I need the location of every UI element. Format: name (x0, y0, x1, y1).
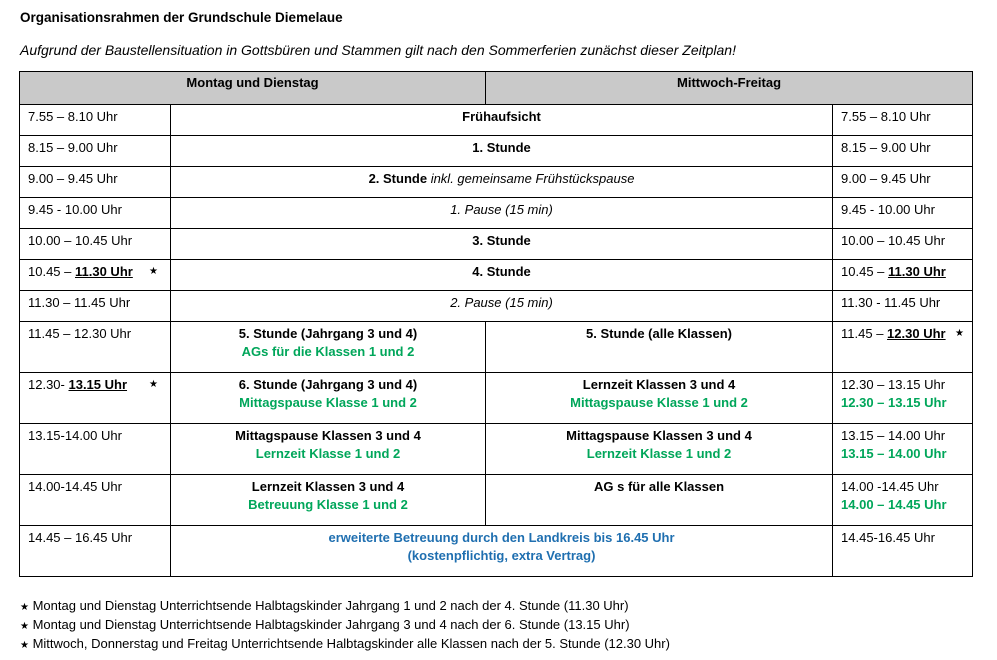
schedule-table (19, 71, 973, 577)
star-icon: ★ (20, 602, 29, 613)
time-left: 10.00 – 10.45 Uhr (20, 229, 171, 260)
time-left (20, 373, 171, 424)
time-text-green: 12.30 – 13.15 Uhr (841, 395, 947, 410)
footnote-3 (20, 636, 670, 651)
wednesday-slot (486, 424, 833, 475)
time-underlined: 11.30 Uhr (75, 264, 133, 279)
time-text: 11.45 – (841, 326, 888, 341)
time-text-green: 14.00 – 14.45 Uhr (841, 497, 947, 512)
table-row (20, 260, 973, 291)
time-right: 9.45 - 10.00 Uhr (833, 198, 973, 229)
slot-cell: 1. Pause (15 min) (171, 198, 833, 229)
slot-line: 5. Stunde (alle Klassen) (586, 326, 732, 341)
time-left (20, 260, 171, 291)
header-mittwoch-freitag: Mittwoch-Freitag (486, 72, 973, 105)
slot-cell: 4. Stunde (171, 260, 833, 291)
slot-line-blue: erweiterte Betreuung durch den Landkreis bis 16.45 Uhr (328, 530, 675, 545)
time-left: 7.55 – 8.10 Uhr (20, 105, 171, 136)
table-row (20, 167, 973, 198)
slot-line: 6. Stunde (Jahrgang 3 und 4) (238, 377, 418, 392)
slot-cell (171, 167, 833, 198)
table-row (20, 136, 973, 167)
time-right: 11.30 - 11.45 Uhr (833, 291, 973, 322)
time-left: 11.30 – 11.45 Uhr (20, 291, 171, 322)
page-title: Organisationsrahmen der Grundschule Diemelaue (20, 10, 343, 25)
time-text: 14.00 -14.45 Uhr (841, 479, 939, 494)
time-underlined: 12.30 Uhr (887, 326, 946, 341)
slot-cell: 2. Pause (15 min) (171, 291, 833, 322)
time-right (833, 475, 973, 526)
slot-italic: inkl. gemeinsame Frühstückspause (427, 171, 635, 186)
star-icon: ★ (149, 379, 158, 390)
slot-line: Mittagspause Klassen 3 und 4 (566, 428, 752, 443)
slot-line: 5. Stunde (Jahrgang 3 und 4) (238, 326, 418, 341)
table-row (20, 322, 973, 373)
footnote-1 (20, 598, 629, 613)
time-right: 8.15 – 9.00 Uhr (833, 136, 973, 167)
footnote-text: Mittwoch, Donnerstag und Freitag Unterrichtsende Halbtagskinder alle Klassen nach der 5. Stunde (12.30 Uhr) (32, 636, 670, 651)
slot-cell: 3. Stunde (171, 229, 833, 260)
slot-line: Mittagspause Klassen 3 und 4 (235, 428, 421, 443)
monday-slot (171, 322, 486, 373)
time-right (833, 260, 973, 291)
header-montag-dienstag: Montag und Dienstag (20, 72, 486, 105)
slot-bold: 2. Stunde (368, 171, 428, 186)
star-icon: ★ (149, 266, 158, 277)
time-right (833, 424, 973, 475)
slot-line-green: Mittagspause Klasse 1 und 2 (239, 395, 417, 410)
monday-slot (171, 373, 486, 424)
time-left: 9.45 - 10.00 Uhr (20, 198, 171, 229)
slot-line-green: Lernzeit Klasse 1 und 2 (586, 446, 732, 461)
table-row (20, 424, 973, 475)
time-left: 14.45 – 16.45 Uhr (20, 526, 171, 577)
time-text: 12.30 – 13.15 Uhr (841, 377, 946, 392)
time-right: 14.45-16.45 Uhr (833, 526, 973, 577)
star-icon: ★ (20, 640, 29, 651)
time-text: 12.30- (28, 377, 69, 392)
time-right: 10.00 – 10.45 Uhr (833, 229, 973, 260)
page-subtitle: Aufgrund der Baustellensituation in Gottsbüren und Stammen gilt nach den Sommerferien zunächst dieser Zeitplan! (20, 42, 736, 58)
slot-line: Lernzeit Klassen 3 und 4 (251, 479, 405, 494)
wednesday-slot (486, 373, 833, 424)
table-row (20, 373, 973, 424)
table-row (20, 229, 973, 260)
time-text: 10.45 – (841, 264, 889, 279)
slot-line-green: Mittagspause Klasse 1 und 2 (570, 395, 748, 410)
slot-line-green: AGs für die Klassen 1 und 2 (241, 344, 415, 359)
time-underlined: 13.15 Uhr (68, 377, 128, 392)
slot-cell: 1. Stunde (171, 136, 833, 167)
time-text-green: 13.15 – 14.00 Uhr (841, 446, 947, 461)
time-right: 7.55 – 8.10 Uhr (833, 105, 973, 136)
footnote-2 (20, 617, 630, 632)
time-right (833, 373, 973, 424)
table-row (20, 526, 973, 577)
wednesday-slot (486, 322, 833, 373)
footnote-text: Montag und Dienstag Unterrichtsende Halbtagskinder Jahrgang 3 und 4 nach der 6. Stunde (13.15 Uhr) (32, 617, 630, 632)
star-icon: ★ (955, 328, 965, 339)
table-row (20, 198, 973, 229)
time-left: 8.15 – 9.00 Uhr (20, 136, 171, 167)
slot-line-blue: (kostenpflichtig, extra Vertrag) (407, 548, 596, 563)
slot-line-green: Betreuung Klasse 1 und 2 (248, 497, 408, 512)
time-left: 9.00 – 9.45 Uhr (20, 167, 171, 198)
time-text: 10.45 – (28, 264, 75, 279)
slot-cell (171, 526, 833, 577)
slot-cell: Frühaufsicht (171, 105, 833, 136)
table-row (20, 291, 973, 322)
monday-slot (171, 424, 486, 475)
time-underlined: 11.30 Uhr (888, 264, 946, 279)
footnote-text: Montag und Dienstag Unterrichtsende Halbtagskinder Jahrgang 1 und 2 nach der 4. Stunde (11.30 Uhr) (32, 598, 629, 613)
table-row (20, 475, 973, 526)
time-left: 14.00-14.45 Uhr (20, 475, 171, 526)
star-icon: ★ (20, 621, 29, 632)
slot-line: AG s für alle Klassen (593, 479, 725, 494)
wednesday-slot (486, 475, 833, 526)
table-row (20, 105, 973, 136)
monday-slot (171, 475, 486, 526)
time-left: 13.15-14.00 Uhr (20, 424, 171, 475)
time-text: 13.15 – 14.00 Uhr (841, 428, 946, 443)
slot-line-green: Lernzeit Klasse 1 und 2 (255, 446, 401, 461)
time-right (833, 322, 973, 373)
slot-line: Lernzeit Klassen 3 und 4 (582, 377, 736, 392)
time-right: 9.00 – 9.45 Uhr (833, 167, 973, 198)
time-left: 11.45 – 12.30 Uhr (20, 322, 171, 373)
